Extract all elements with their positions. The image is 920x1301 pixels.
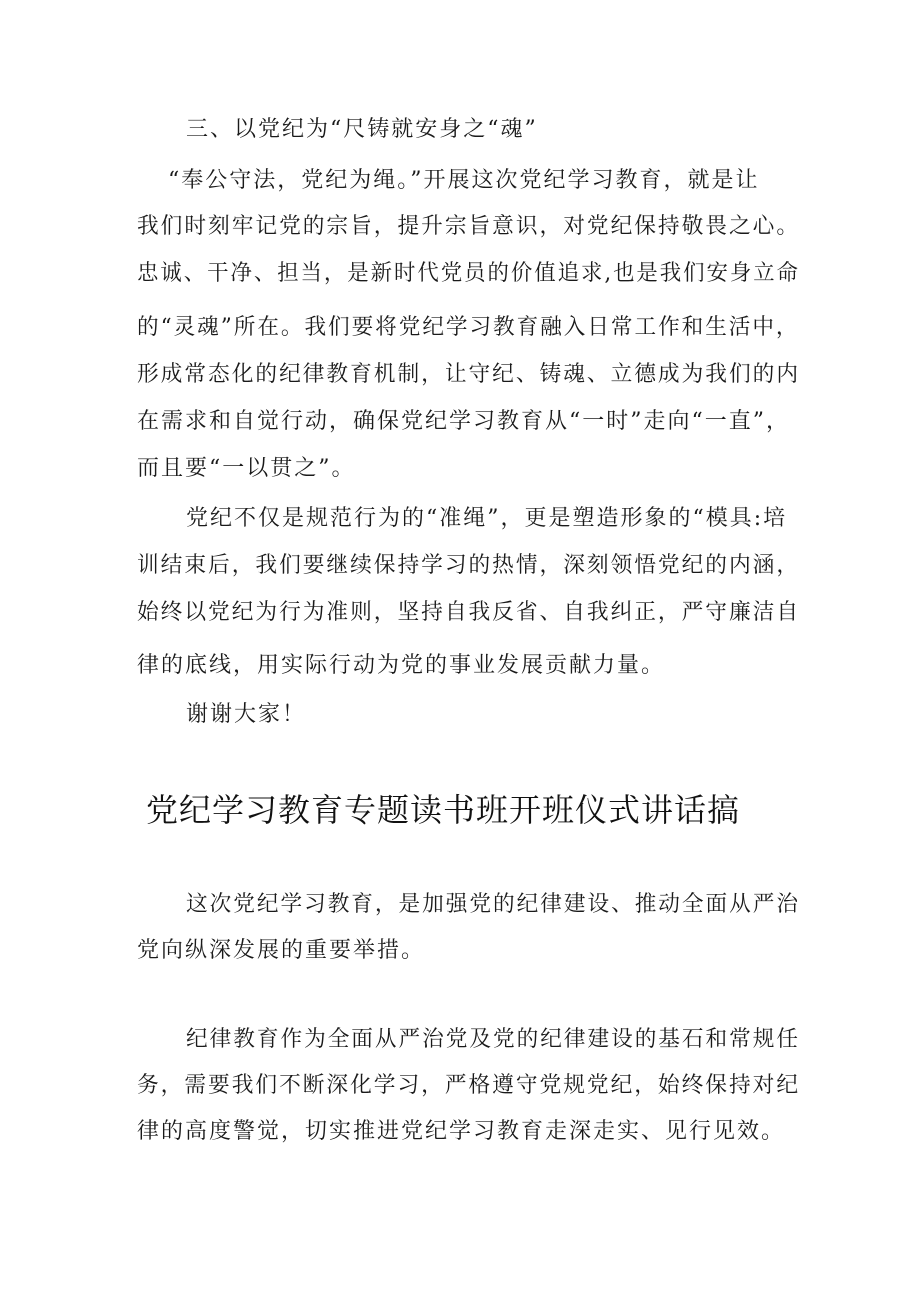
- paragraph-line: 这次党纪学习教育，是加强党的纪律建设、推动全面从严治: [186, 892, 801, 917]
- paragraph-line: 我们时刻牢记党的宗旨，提升宗旨意识，对党纪保持敬畏之心。: [137, 214, 801, 239]
- paragraph-line: 党纪不仅是规范行为的“准绳”，更是塑造形象的“模具:培: [186, 506, 788, 531]
- paragraph-line: 的“灵魂”所在。我们要将党纪学习教育融入日常工作和生活中，: [137, 315, 800, 340]
- paragraph-line: 形成常态化的纪律教育机制，让守纪、铸魂、立德成为我们的内: [137, 362, 801, 387]
- paragraph-line: 务，需要我们不断深化学习，严格遵守党规党纪，始终保持对纪: [137, 1073, 801, 1098]
- paragraph-line: 始终以党纪为行为准则，坚持自我反省、自我纠正，严守廉洁自: [137, 600, 801, 625]
- speech-title: 党纪学习教育专题读书班开班仪式讲话搞: [146, 791, 741, 829]
- section-heading: 三、以党纪为“尺铸就安身之“魂”: [186, 117, 538, 142]
- paragraph-line: 律的高度警觉，切实推进党纪学习教育走深走实、见行见效。: [137, 1119, 786, 1144]
- paragraph-line: 在需求和自觉行动，确保党纪学习教育从“一时”走向“一直”，: [137, 409, 790, 434]
- paragraph-line: 而且要“一以贯之”。: [137, 456, 356, 481]
- paragraph-line: 律的底线，用实际行动为党的事业发展贡献力量。: [137, 653, 666, 678]
- paragraph-line: 训结束后，我们要继续保持学习的热情，深刻领悟党纪的内涵，: [137, 553, 801, 578]
- paragraph-line: 忠诚、干净、担当，是新时代党员的价值追求,也是我们安身立命: [137, 261, 800, 286]
- closing-remark: 谢谢大家！: [186, 702, 307, 727]
- paragraph-line: 党向纵深发展的重要举措。: [137, 938, 426, 963]
- paragraph-line: “奉公守法，党纪为绳。”开展这次党纪学习教育，就是让: [168, 168, 760, 193]
- paragraph-line: 纪律教育作为全面从严治党及党的纪律建设的基石和常规任: [186, 1027, 801, 1052]
